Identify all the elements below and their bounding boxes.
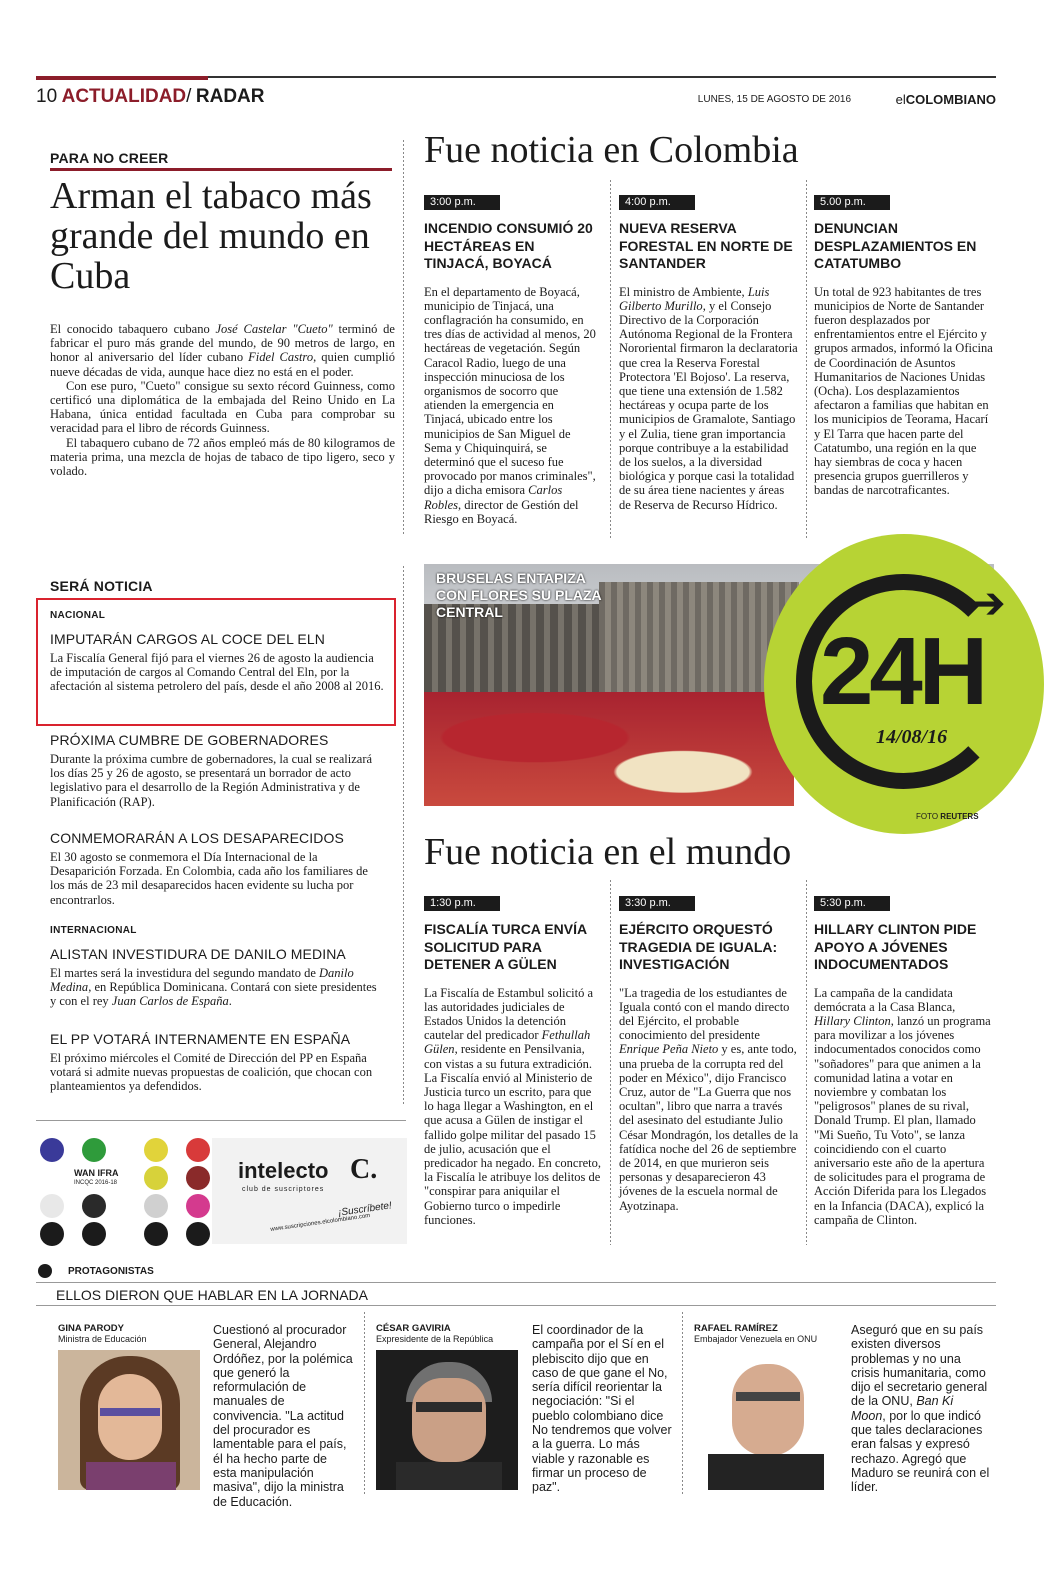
sera-item-body: La Fiscalía General fijó para el viernes 26 de agosto la audiencia de imputación de cargos al Comando Central del Eln, por la afectación al sistema petrolero del país, desde el año 2008 al 2016.	[50, 651, 384, 694]
sera-item-title: IMPUTARÁN CARGOS AL COCE DEL ELN	[50, 631, 325, 647]
ad-rule	[36, 1120, 406, 1121]
lead-paragraph-1: El conocido tabaquero cubano José Castelar "Cueto" terminó de fabricar el puro más grande del mundo, de 90 metros de largo, en honor al aniversario del líder cubano Fidel Castro, quien cumplió nueve décadas de vida, aunque hace diez no está en el poder.	[50, 322, 395, 379]
protagonistas-heading: ELLOS DIERON QUE HABLAR EN LA JORNADA	[56, 1287, 368, 1303]
colombia-story-1	[424, 192, 596, 526]
time-badge: 1:30 p.m.	[424, 896, 500, 911]
sera-item-body: El 30 agosto se conmemora el Día Internacional de la Desaparición Forzada. En Colombia, cada año los familiares de los más de 23 mil desaparecidos hacen evidente su lucha por encontrarlos.	[50, 850, 368, 907]
portrait-cesar-gaviria	[376, 1350, 518, 1490]
protagonist-name: RAFAEL RAMÍREZ	[694, 1323, 778, 1334]
story-title: INCENDIO CONSUMIÓ 20 HECTÁREAS EN TINJACÁ, BOYACÁ	[424, 220, 593, 271]
protagonist-role: Expresidente de la República	[376, 1334, 494, 1344]
colombia-story-2	[619, 192, 799, 512]
protagonist-quote: Cuestionó al procurador General, Alejandro Ordóñez, por la polémica que generó la reformulación de manuales de convivencia. "La actitud del procurador es lamentable para el país, él ha hecho parte de esta manipulación masiva", dijo la ministra de Educación.	[213, 1323, 353, 1509]
sera-kicker: SERÁ NOTICIA	[50, 578, 153, 594]
brand-prefix: el	[895, 92, 906, 107]
sera-item-body: El martes será la investidura del segundo mandato de Danilo Medina, en República Dominicana. Contará con siete presidentes y con el rey Juan Carlos de España.	[50, 966, 377, 1009]
internacional-tag: INTERNACIONAL	[50, 925, 137, 936]
arrow-icon: ➔	[969, 579, 1006, 628]
swatch-dot	[82, 1138, 106, 1162]
page-header	[36, 86, 996, 112]
mundo-story-1	[424, 893, 602, 1227]
protagonist-name: GINA PARODY	[58, 1323, 124, 1334]
protagonist-name: CÉSAR GAVIRIA	[376, 1323, 451, 1334]
person-icon	[38, 1264, 52, 1278]
flower-carpet	[424, 692, 794, 806]
swatch-dot	[144, 1138, 168, 1162]
swatch-dot	[40, 1138, 64, 1162]
mundo-heading: Fue noticia en el mundo	[424, 831, 792, 873]
mundo-story-2	[619, 893, 799, 1213]
time-badge: 5.00 p.m.	[814, 195, 890, 210]
protagonist-role: Embajador Venezuela en ONU	[694, 1334, 818, 1344]
c-logo: C.	[350, 1154, 378, 1185]
time-badge: 4:00 p.m.	[619, 195, 695, 210]
swatch-dot	[186, 1222, 210, 1246]
swatch-dot	[144, 1194, 168, 1218]
photo-caption: BRUSELAS ENTAPIZA CON FLORES SU PLAZA CENTRAL	[436, 570, 602, 620]
column-divider	[682, 1312, 683, 1496]
story-body: En el departamento de Boyacá, municipio de Tinjacá, una conflagración ha consumido, en tres días de actividad al menos, 20 hectáreas de vegetación. Según Caracol Radio, luego de una inspección minuciosa de los organismos de socorro que atienden la emergencia en Tinjacá, ubicado entre los municipios de San Miguel de Sema y Chiquinquirá, se determinó que el suceso fue provocado por manos criminales", dijo a dicha emisora Carlos Robles, director de Gestión del Riesgo en Boyacá.	[424, 284, 596, 526]
story-body: Un total de 923 habitantes de tres municipios de Norte de Santander fueron desplazados por enfrentamientos entre el Ejército y grupos armados, informó la Oficina de Coordinación de Asuntos Humanitarios de Naciones Unidas (Ocha). Los desplazamientos afectaron a familias que habitan en los municipios de Teorama, Hacarí y El Tarra que hacen parte del Catatumbo, una región en la que hay siembras de coca y hacen presencia grupos guerrilleros y bandas de narcotraficantes.	[814, 284, 993, 498]
news-photo	[424, 564, 1006, 806]
protagonistas-kicker: PROTAGONISTAS	[68, 1266, 154, 1277]
column-divider	[610, 880, 611, 1245]
time-badge: 5:30 p.m.	[814, 896, 890, 911]
story-title: FISCALÍA TURCA ENVÍA SOLICITUD PARA DETENER A GÜLEN	[424, 921, 587, 972]
swatch-dot	[186, 1194, 210, 1218]
section-name: ACTUALIDAD	[61, 86, 187, 107]
lead-kicker: PARA NO CREER	[50, 150, 169, 166]
sera-item-body: Durante la próxima cumbre de gobernadores, la cual se realizará los días 25 y 26 de agosto, se presentará un borrador de acto legislativo para el desarrollo de la Región Administrativa y de Planificación (RAP).	[50, 752, 373, 809]
photo-credit: FOTO REUTERS	[916, 812, 979, 821]
nacional-tag: NACIONAL	[50, 610, 106, 621]
colombia-story-3	[814, 192, 994, 498]
story-body: La Fiscalía de Estambul solicitó a las autoridades judiciales de Estados Unidos la detención cautelar del predicador Fethullah Gülen, residente en Pensilvania, con vistas a su futura extradición. La Fiscalía envió al Ministerio de Justicia turco un escrito, para que lo haga llegar a Washington, en el que acusa a Gülen de instigar el fallido golpe militar del pasado 15 de julio, acusación que el predicador ha negado. En concreto, la Fiscalía le atribuye los delitos de "conspirar para aniquilar el Gobierno turco o impedirle funciones.	[424, 985, 602, 1227]
swatch-dot	[82, 1222, 106, 1246]
portrait-gina-parody	[58, 1350, 200, 1490]
column-divider	[364, 1312, 365, 1496]
story-title: NUEVA RESERVA FORESTAL EN NORTE DE SANTANDER	[619, 220, 793, 271]
lead-paragraph-3: El tabaquero cubano de 72 años empleó más de 80 kilogramos de materia prima, una mezcla de hojas de tabaco de tipo ligero, seco y volado.	[50, 435, 395, 479]
lead-paragraph-2: Con ese puro, "Cueto" consigue su sexto récord Guinness, como certificó una diplomática de la embajada del Reino Unido en La Habana, única entidad facultada en Cuba para comprobar su veracidad para el libro de récords Guinness.	[50, 378, 395, 436]
mundo-story-3	[814, 893, 994, 1227]
header-accent-bar	[36, 76, 208, 80]
story-body: El ministro de Ambiente, Luis Gilberto Murillo, y el Consejo Directivo de la Corporación Autónoma Regional de la Frontera Nororiental firmaron la declaratoria que crea la Reserva Forestal Protectora 'El Bojoso'. La reserva, que tiene una extensión de 1.582 hectáreas y ocupa parte de los municipios de Gramalote, Santiago y el Zulia, tiene gran importancia porque contribuye a la estabilidad de los suelos, a la diversidad biológica y porque casi la totalidad de su área tiene nacientes y áreas de Reserva de Recurso Hídrico.	[619, 284, 798, 512]
color-calibration-swatches	[40, 1138, 210, 1246]
swatch-dot	[82, 1194, 106, 1218]
swatch-dot	[144, 1222, 168, 1246]
page-number: 10	[36, 86, 58, 107]
sera-item-body: El próximo miércoles el Comité de Dirección del PP en España votará si admite nuevas propuestas de coalición, que chocan con planteamientos ya defendidos.	[50, 1051, 373, 1094]
sera-item-title: EL PP VOTARÁ INTERNAMENTE EN ESPAÑA	[50, 1031, 351, 1047]
time-badge: 3:00 p.m.	[424, 195, 500, 210]
newspaper-brand	[896, 92, 996, 107]
lead-body	[50, 322, 395, 478]
badge-date: 14/08/16	[876, 726, 948, 748]
subscribe-cta[interactable]: ¡Suscríbete!	[337, 1200, 393, 1219]
time-badge: 3:30 p.m.	[619, 896, 695, 911]
story-title: HILLARY CLINTON PIDE APOYO A JÓVENES INDOCUMENTADOS	[814, 921, 977, 972]
swatch-dot	[40, 1222, 64, 1246]
club-label: club de suscriptores	[242, 1186, 325, 1193]
swatch-dot	[144, 1166, 168, 1190]
swatch-dot	[186, 1138, 210, 1162]
protagonist-quote: El coordinador de la campaña por el Sí en el plebiscito dijo que en caso de que gane el No, sería difícil reorientar la negociación: "Si el pueblo colombiano dice No tendremos que volver a la guerra. Lo más viable y razonable es firmar un proceso de paz".	[532, 1323, 672, 1495]
story-title: DENUNCIAN DESPLAZAMIENTOS EN CATATUMBO	[814, 220, 977, 271]
column-divider	[610, 180, 611, 540]
column-divider	[403, 140, 404, 535]
portrait-rafael-ramirez	[694, 1350, 836, 1490]
section-separator: /	[186, 86, 192, 107]
swatch-dot	[40, 1194, 64, 1218]
subsection-name: RADAR	[195, 86, 265, 107]
column-divider	[403, 566, 404, 1106]
story-body: La campaña de la candidata demócrata a la Casa Blanca, Hillary Clinton, lanzó un programa para movilizar a los jóvenes indocumentados conocidos como "soñadores" para que animen a la comunidad latina a votar en noviembre y combatan los "peligrosos" planes de su rival, Donald Trump. El plan, llamado "Mi Sueño, Tu Voto", se lanza coincidiendo con el cuarto aniversario este año de la apertura de solicitudes para el programa de Acción Diferida para los Llegados en la Infancia (DACA), explicó la campaña de Clinton.	[814, 985, 991, 1227]
issue-date: LUNES, 15 DE AGOSTO DE 2016	[697, 94, 851, 105]
column-divider	[806, 880, 807, 1245]
story-body: "La tragedia de los estudiantes de Iguala contó con el mando directo del Ejército, el probable conocimiento del presidente Enrique Peña Nieto y es, ante todo, una prueba de la corrupta red del poder en México", dijo Francisco Cruz, autor de "La Guerra que nos ocultan", libro que narra a través del asesinato del estudiante Julio César Mondragón, los detalles de la fatídica noche del 26 de septiembre de 2014, en que murieron seis personas y desaparecieron 43 jóvenes de la escuela normal de Ayotzinapa.	[619, 985, 799, 1213]
protagonist-role: Ministra de Educación	[58, 1334, 147, 1344]
lead-kicker-rule	[50, 168, 392, 171]
story-title: EJÉRCITO ORQUESTÓ TRAGEDIA DE IGUALA: INVESTIGACIÓN	[619, 921, 778, 972]
swatch-dot	[186, 1166, 210, 1190]
subscribe-url[interactable]: www.suscripciones.elcolombiano.com	[270, 1213, 371, 1233]
wan-ifra-sub: INCQC 2016-18	[74, 1180, 118, 1186]
protagonist-quote: Aseguró que en su país existen diversos problemas y no una crisis humanitaria, como dijo el secretario general de la ONU, Ban Ki Moon, por lo que indicó que tales declaraciones eran falsas y expresó rechazo. Agregó que Maduro se reunirá con el líder.	[851, 1323, 990, 1495]
sera-item-title: CONMEMORARÁN A LOS DESAPARECIDOS	[50, 830, 344, 846]
brand-name: COLOMBIANO	[905, 92, 996, 107]
protagonistas-rule	[36, 1305, 996, 1306]
badge-24h: 24H	[819, 618, 985, 725]
intelecto-logo: intelecto	[238, 1158, 329, 1183]
sera-item-title: ALISTAN INVESTIDURA DE DANILO MEDINA	[50, 946, 346, 962]
sera-item-title: PRÓXIMA CUMBRE DE GOBERNADORES	[50, 732, 329, 748]
wan-ifra-logo: WAN IFRA	[74, 1168, 119, 1178]
lead-headline: Arman el tabaco más grande del mundo en Cuba	[50, 175, 372, 297]
subscription-ad[interactable]	[212, 1138, 407, 1244]
column-divider	[806, 180, 807, 540]
protagonistas-rule	[36, 1282, 996, 1283]
colombia-heading: Fue noticia en Colombia	[424, 129, 799, 171]
